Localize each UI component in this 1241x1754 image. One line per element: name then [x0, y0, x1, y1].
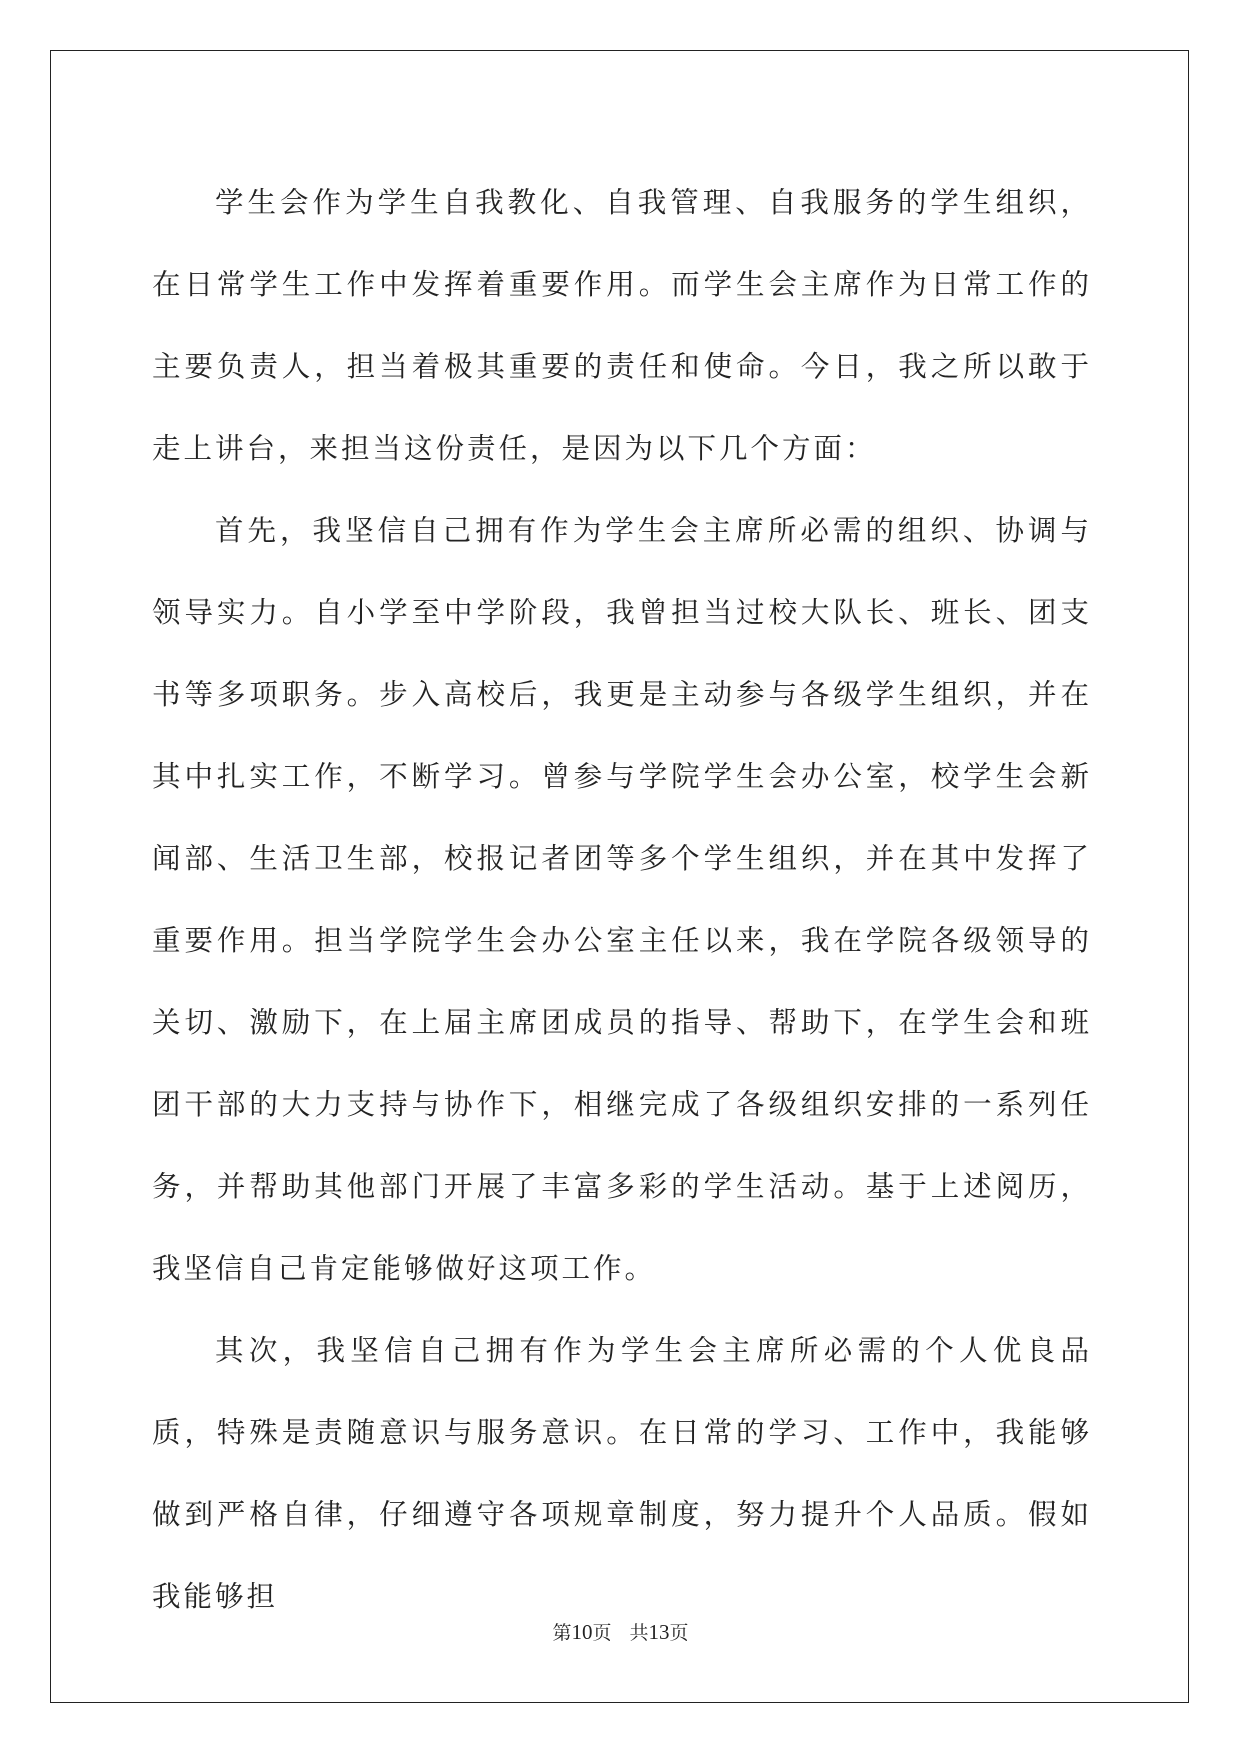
paragraph-1: 学生会作为学生自我教化、自我管理、自我服务的学生组织，在日常学生工作中发挥着重要作用。而学生会主席作为日常工作的主要负责人，担当着极其重要的责任和使命。今日，我之所以敢于走上讲台，来担当这份责任，是因为以下几个方面：: [152, 186, 1092, 465]
footer-current-page: 10: [571, 1620, 593, 1644]
paragraph-2: 首先，我坚信自己拥有作为学生会主席所必需的组织、协调与领导实力。自小学至中学阶段，我曾担当过校大队长、班长、团支书等多项职务。步入高校后，我更是主动参与各级学生组织，并在其中扎实工作，不断学习。曾参与学院学生会办公室，校学生会新闻部、生活卫生部，校报记者团等多个学生组织，并在其中发挥了重要作用。担当学院学生会办公室主任以来，我在学院各级领导的关切、激励下，在上届主席团成员的指导、帮助下，在学生会和班团干部的大力支持与协作下，相继完成了各级组织安排的一系列任务，并帮助其他部门开展了丰富多彩的学生活动。基于上述阅历，我坚信自己肯定能够做好这项工作。: [152, 514, 1092, 1285]
page-footer: [0, 1618, 1241, 1645]
footer-total-prefix: 共: [629, 1622, 649, 1644]
footer-total-pages: 13: [648, 1620, 670, 1644]
document-body: [152, 162, 1092, 1638]
paragraph-3: 其次，我坚信自己拥有作为学生会主席所必需的个人优良品质，特殊是责随意识与服务意识。在日常的学习、工作中，我能够做到严格自律，仔细遵守各项规章制度，努力提升个人品质。假如我能够担: [152, 1334, 1092, 1613]
footer-prefix: 第: [552, 1622, 572, 1644]
footer-page-suffix: 页: [592, 1622, 612, 1644]
footer-total-suffix: 页: [669, 1622, 689, 1644]
